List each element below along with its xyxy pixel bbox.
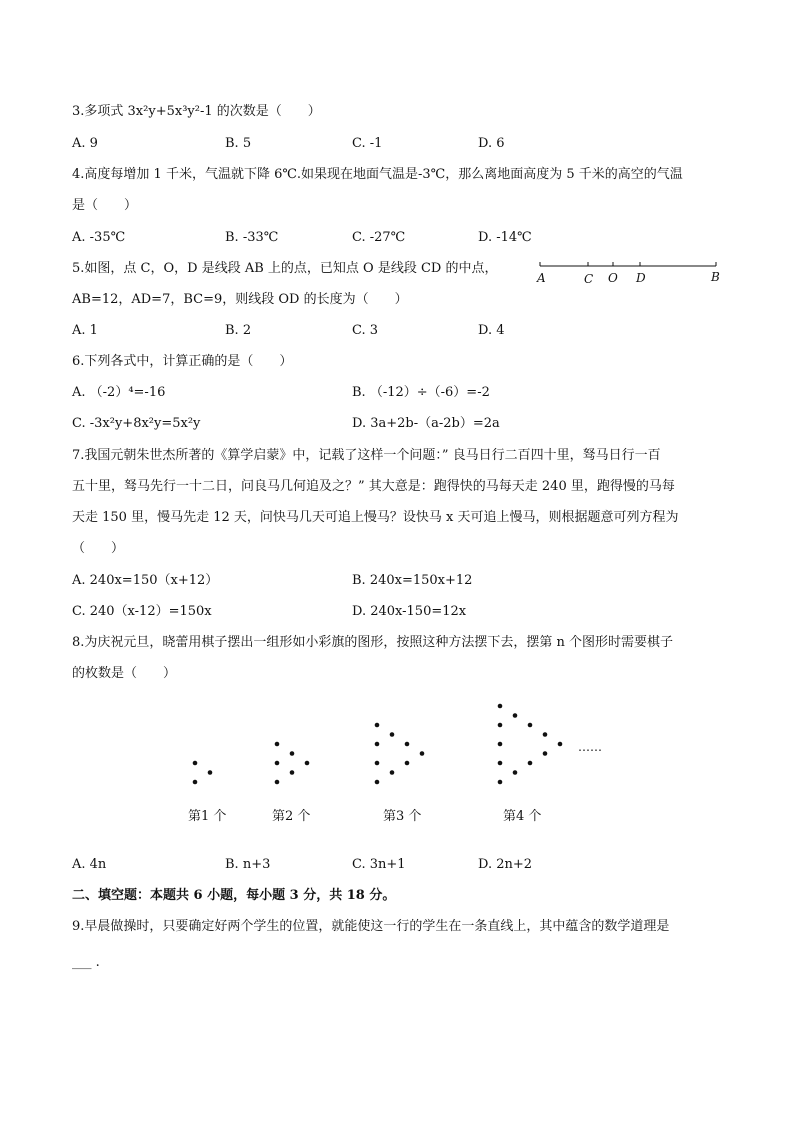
q5-segment-figure [530, 258, 730, 290]
q7-stem-line3: 天走 150 里，慢马先走 12 天，问快马几天可追上慢马？设快马 x 天可追上慢马，则根据题意可列方程为 [72, 510, 679, 525]
q9-stem-line1: 9.早晨做操时，只要确定好两个学生的位置，就能使这一行的学生在一条直线上，其中蕴含的数学道理是 [72, 919, 670, 934]
flag3-pole-dot [375, 742, 380, 747]
q8-caption-2: 第2 个 [272, 809, 311, 824]
flag1-upper-dot [208, 770, 213, 775]
flag4-lower-dot [528, 761, 533, 766]
q7-option-c: C. 240（x-12）=150x [72, 604, 212, 619]
label-c: C [584, 272, 594, 286]
flag3-lower-dot [390, 770, 395, 775]
q8-stem-line1: 8.为庆祝元旦，晓蕾用棋子摆出一组形如小彩旗的图形，按照这种方法摆下去，摆第 n 个图形时需要棋子 [72, 635, 674, 650]
q9-stem-line2: ___ . [72, 955, 100, 970]
flag4-pole-dot [498, 723, 503, 728]
flag4-pole-dot [498, 704, 503, 709]
q8-option-a: A. 4n [72, 857, 107, 872]
label-b: B [711, 270, 720, 284]
q7-stem-line1: 7.我国元朝朱世杰所著的《算学启蒙》中，记载了这样一个问题：” 良马日行二百四十里，驽马日行一百 [72, 448, 661, 463]
q4-option-a: A. -35℃ [72, 230, 126, 245]
flag3-upper-dot [420, 751, 425, 756]
q4-option-d: D. -14℃ [478, 230, 532, 245]
q7-option-d: D. 240x-150=12x [352, 604, 467, 619]
flag2-pole-dot [275, 761, 280, 766]
q8-caption-4: 第4 个 [503, 809, 542, 824]
flag3-upper-dot [405, 742, 410, 747]
q7-option-b: B. 240x=150x+12 [352, 573, 473, 588]
q6-option-b: B. （-12）÷（-6）=-2 [352, 385, 490, 400]
q6-stem: 6.下列各式中，计算正确的是（ ） [72, 354, 293, 369]
flag2-upper-dot [290, 751, 295, 756]
flag4-pole-dot [498, 742, 503, 747]
q3-option-b: B. 5 [225, 136, 252, 151]
q7-stem-line2: 五十里，驽马先行一十二日，问良马几何追及之？” 其大意是：跑得快的马每天走 240 里，跑得慢的马每 [72, 479, 675, 494]
q6-option-a: A. （-2）⁴=-16 [72, 385, 166, 400]
flag1-pole-dot [193, 761, 198, 766]
q8-option-c: C. 3n+1 [352, 857, 406, 872]
flag4-upper-dot [513, 713, 518, 718]
label-a: A [537, 271, 546, 285]
flag2-pole-dot [275, 780, 280, 785]
flag4-pole-dot [498, 780, 503, 785]
q5-stem-line1: 5.如图，点 C，O，D 是线段 AB 上的点，已知点 O 是线段 CD 的中点， [72, 261, 498, 276]
q7-option-a: A. 240x=150（x+12） [72, 573, 219, 588]
flag2-pole-dot [275, 742, 280, 747]
flag2-lower-dot [290, 770, 295, 775]
q7-stem-line4: （ ） [72, 541, 125, 556]
q6-option-d: D. 3a+2b-（a-2b）=2a [352, 416, 500, 431]
flag3-pole-dot [375, 723, 380, 728]
flag4-upper-dot [543, 732, 548, 737]
q8-option-b: B. n+3 [225, 857, 271, 872]
q4-option-c: C. -27℃ [352, 230, 406, 245]
flag3-pole-dot [375, 761, 380, 766]
flag4-lower-dot [513, 770, 518, 775]
q8-option-d: D. 2n+2 [478, 857, 533, 872]
label-o: O [608, 271, 618, 285]
q8-ellipsis: …… [578, 740, 602, 754]
q5-option-a: A. 1 [72, 323, 98, 338]
q6-option-c: C. -3x²y+8x²y=5x²y [72, 416, 201, 431]
q3-option-c: C. -1 [352, 136, 383, 151]
label-d: D [636, 271, 646, 285]
q5-option-d: D. 4 [478, 323, 505, 338]
flag3-upper-dot [390, 732, 395, 737]
flag4-pole-dot [498, 761, 503, 766]
q5-option-b: B. 2 [225, 323, 252, 338]
q8-caption-1: 第1 个 [188, 809, 227, 824]
section2-heading: 二、填空题：本题共 6 小题，每小题 3 分，共 18 分。 [72, 888, 396, 903]
q3-option-d: D. 6 [478, 136, 505, 151]
q8-caption-3: 第3 个 [383, 809, 422, 824]
q8-stem-line2: 的枚数是（ ） [72, 666, 177, 681]
q4-option-b: B. -33℃ [225, 230, 279, 245]
q8-flag-figures [180, 682, 620, 792]
flag3-lower-dot [405, 761, 410, 766]
flag4-upper-dot [528, 723, 533, 728]
q5-stem-line2: AB=12，AD=7，BC=9，则线段 OD 的长度为（ ） [72, 292, 408, 307]
flag1-pole-dot [193, 780, 198, 785]
q3-option-a: A. 9 [72, 136, 98, 151]
flag4-lower-dot [543, 751, 548, 756]
q3-stem: 3.多项式 3x²y+5x³y²-1 的次数是（ ） [72, 104, 321, 119]
q4-stem-line2: 是（ ） [72, 198, 138, 213]
flag2-upper-dot [305, 761, 310, 766]
q4-stem-line1: 4.高度每增加 1 千米，气温就下降 6℃.如果现在地面气温是-3℃，那么离地面高度为 5 千米的高空的气温 [72, 167, 683, 182]
q5-option-c: C. 3 [352, 323, 379, 338]
flag3-pole-dot [375, 780, 380, 785]
flag4-upper-dot [558, 742, 563, 747]
